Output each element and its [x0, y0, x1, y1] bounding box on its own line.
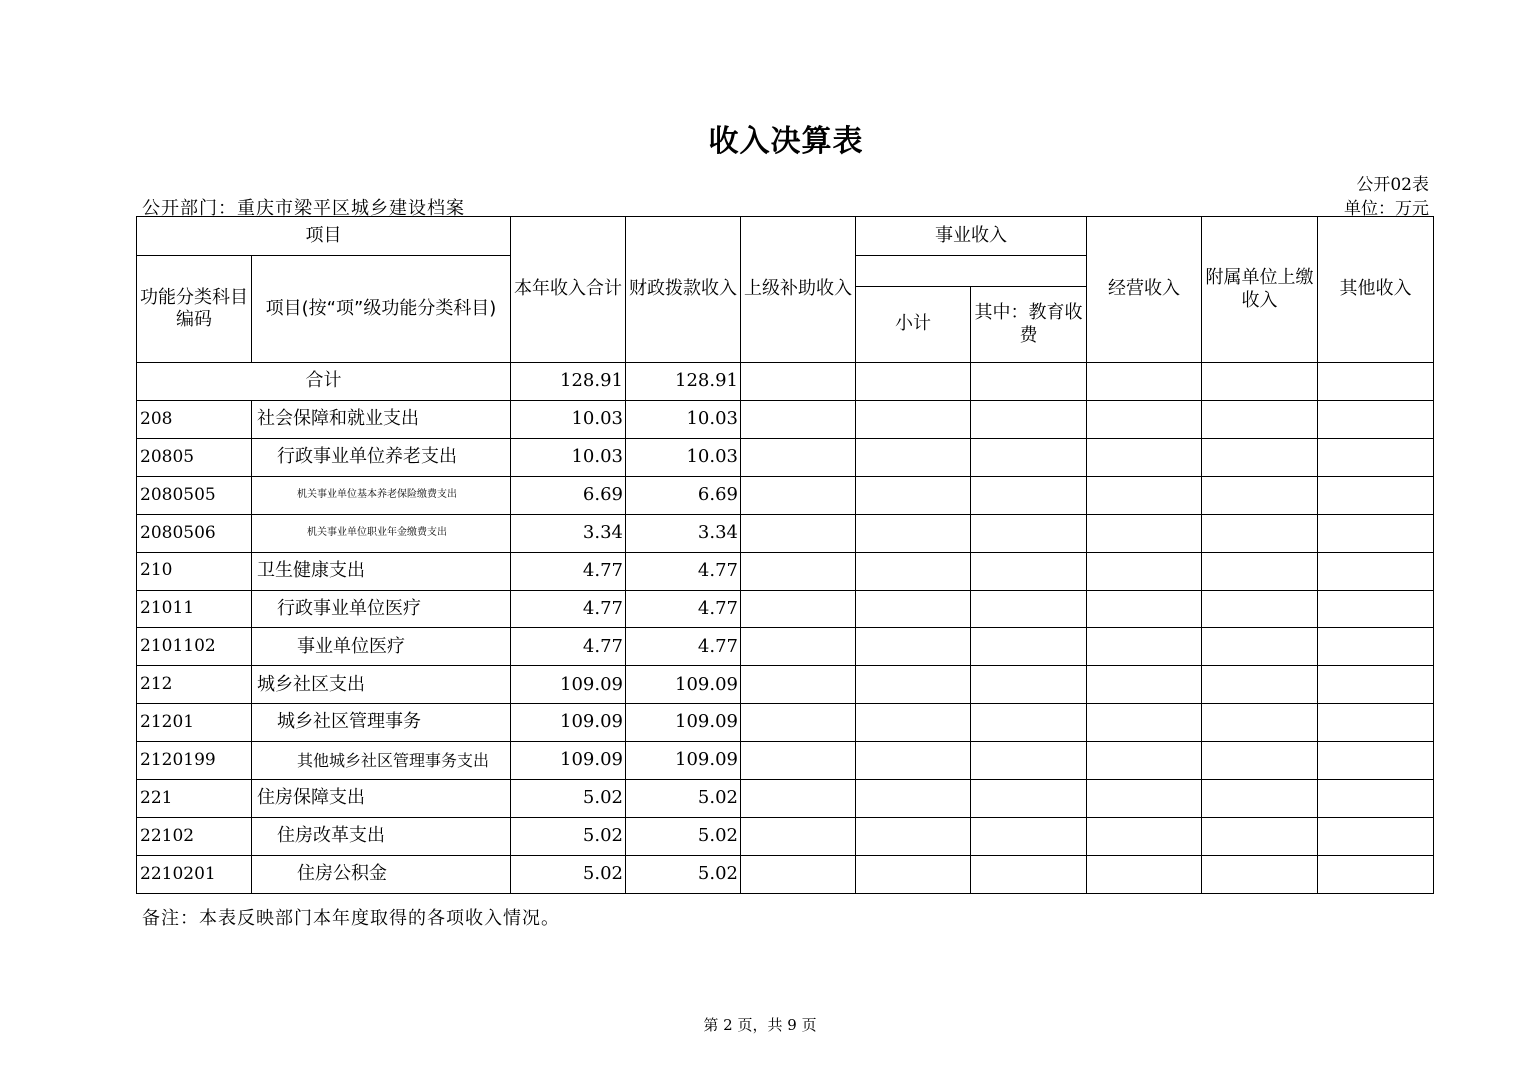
income-cell: 109.09 — [511, 742, 626, 780]
income-cell: 10.03 — [511, 438, 626, 476]
income-cell: 4.77 — [511, 552, 626, 590]
code-cell: 21011 — [137, 590, 252, 628]
income-cell: 5.02 — [511, 855, 626, 893]
code-cell: 208 — [137, 400, 252, 438]
income-cell: 4.77 — [511, 590, 626, 628]
fiscal-cell: 5.02 — [626, 817, 741, 855]
code-cell: 210 — [137, 552, 252, 590]
fiscal-cell: 10.03 — [626, 400, 741, 438]
income-table — [136, 216, 1434, 894]
name-cell: 机关事业单位职业年金缴费支出 — [252, 514, 511, 552]
name-cell: 机关事业单位基本养老保险缴费支出 — [252, 476, 511, 514]
name-cell: 事业单位医疗 — [252, 628, 511, 666]
fiscal-cell: 4.77 — [626, 628, 741, 666]
table-row — [137, 552, 1434, 590]
header-affiliated: 附属单位上缴收入 — [1202, 217, 1318, 363]
table-row — [137, 438, 1434, 476]
fiscal-cell: 5.02 — [626, 855, 741, 893]
header-other: 其他收入 — [1318, 217, 1434, 363]
code-cell: 2210201 — [137, 855, 252, 893]
total-income-cell: 128.91 — [511, 363, 626, 401]
name-cell: 城乡社区支出 — [252, 666, 511, 704]
table-row — [137, 704, 1434, 742]
unit-label: 单位：万元 — [1344, 199, 1429, 219]
fiscal-cell: 4.77 — [626, 552, 741, 590]
name-cell: 卫生健康支出 — [252, 552, 511, 590]
table-row — [137, 742, 1434, 780]
name-cell: 住房保障支出 — [252, 780, 511, 818]
name-cell: 社会保障和就业支出 — [252, 400, 511, 438]
total-label: 合计 — [137, 363, 511, 401]
fiscal-cell: 10.03 — [626, 438, 741, 476]
code-cell: 2080505 — [137, 476, 252, 514]
header-business-income: 事业收入 — [856, 217, 1087, 256]
header-education-fee: 其中：教育收费 — [971, 287, 1087, 363]
department-label: 公开部门：重庆市梁平区城乡建设档案 — [142, 198, 465, 219]
table-row — [137, 628, 1434, 666]
name-cell: 其他城乡社区管理事务支出 — [252, 742, 511, 780]
income-cell: 5.02 — [511, 780, 626, 818]
header-project: 项目 — [137, 217, 511, 256]
fiscal-cell: 109.09 — [626, 704, 741, 742]
fiscal-cell: 3.34 — [626, 514, 741, 552]
income-cell: 4.77 — [511, 628, 626, 666]
name-cell: 行政事业单位医疗 — [252, 590, 511, 628]
header-total-income: 本年收入合计 — [511, 217, 626, 363]
name-cell: 住房公积金 — [252, 855, 511, 893]
table-row — [137, 817, 1434, 855]
header-func-code: 功能分类科目编码 — [137, 256, 252, 363]
income-cell: 109.09 — [511, 666, 626, 704]
name-cell: 城乡社区管理事务 — [252, 704, 511, 742]
page-title: 收入决算表 — [708, 124, 864, 159]
code-cell: 2120199 — [137, 742, 252, 780]
header-subtotal: 小计 — [856, 287, 971, 363]
fiscal-cell: 109.09 — [626, 742, 741, 780]
table-row — [137, 855, 1434, 893]
income-cell: 6.69 — [511, 476, 626, 514]
code-cell: 2080506 — [137, 514, 252, 552]
table-row — [137, 476, 1434, 514]
table-row — [137, 666, 1434, 704]
income-cell: 3.34 — [511, 514, 626, 552]
header-item-name: 项目(按“项”级功能分类科目) — [252, 256, 511, 363]
fiscal-cell: 5.02 — [626, 780, 741, 818]
table-row — [137, 400, 1434, 438]
code-cell: 21201 — [137, 704, 252, 742]
income-cell: 109.09 — [511, 704, 626, 742]
name-cell: 行政事业单位养老支出 — [252, 438, 511, 476]
page-footer: 第 2 页，共 9 页 — [703, 1016, 817, 1034]
table-row — [137, 590, 1434, 628]
code-cell: 20805 — [137, 438, 252, 476]
fiscal-cell: 4.77 — [626, 590, 741, 628]
code-cell: 221 — [137, 780, 252, 818]
form-number: 公开02表 — [1356, 175, 1429, 195]
code-cell: 2101102 — [137, 628, 252, 666]
table-row — [137, 780, 1434, 818]
header-business-spacer — [856, 256, 1087, 287]
code-cell: 212 — [137, 666, 252, 704]
name-cell: 住房改革支出 — [252, 817, 511, 855]
fiscal-cell: 6.69 — [626, 476, 741, 514]
table-note: 备注：本表反映部门本年度取得的各项收入情况。 — [142, 908, 560, 929]
fiscal-cell: 109.09 — [626, 666, 741, 704]
income-cell: 10.03 — [511, 400, 626, 438]
header-fiscal: 财政拨款收入 — [626, 217, 741, 363]
code-cell: 22102 — [137, 817, 252, 855]
total-row — [137, 363, 1434, 401]
total-fiscal-cell: 128.91 — [626, 363, 741, 401]
table-row — [137, 514, 1434, 552]
header-operating: 经营收入 — [1087, 217, 1202, 363]
header-superior-subsidy: 上级补助收入 — [741, 217, 856, 363]
income-cell: 5.02 — [511, 817, 626, 855]
